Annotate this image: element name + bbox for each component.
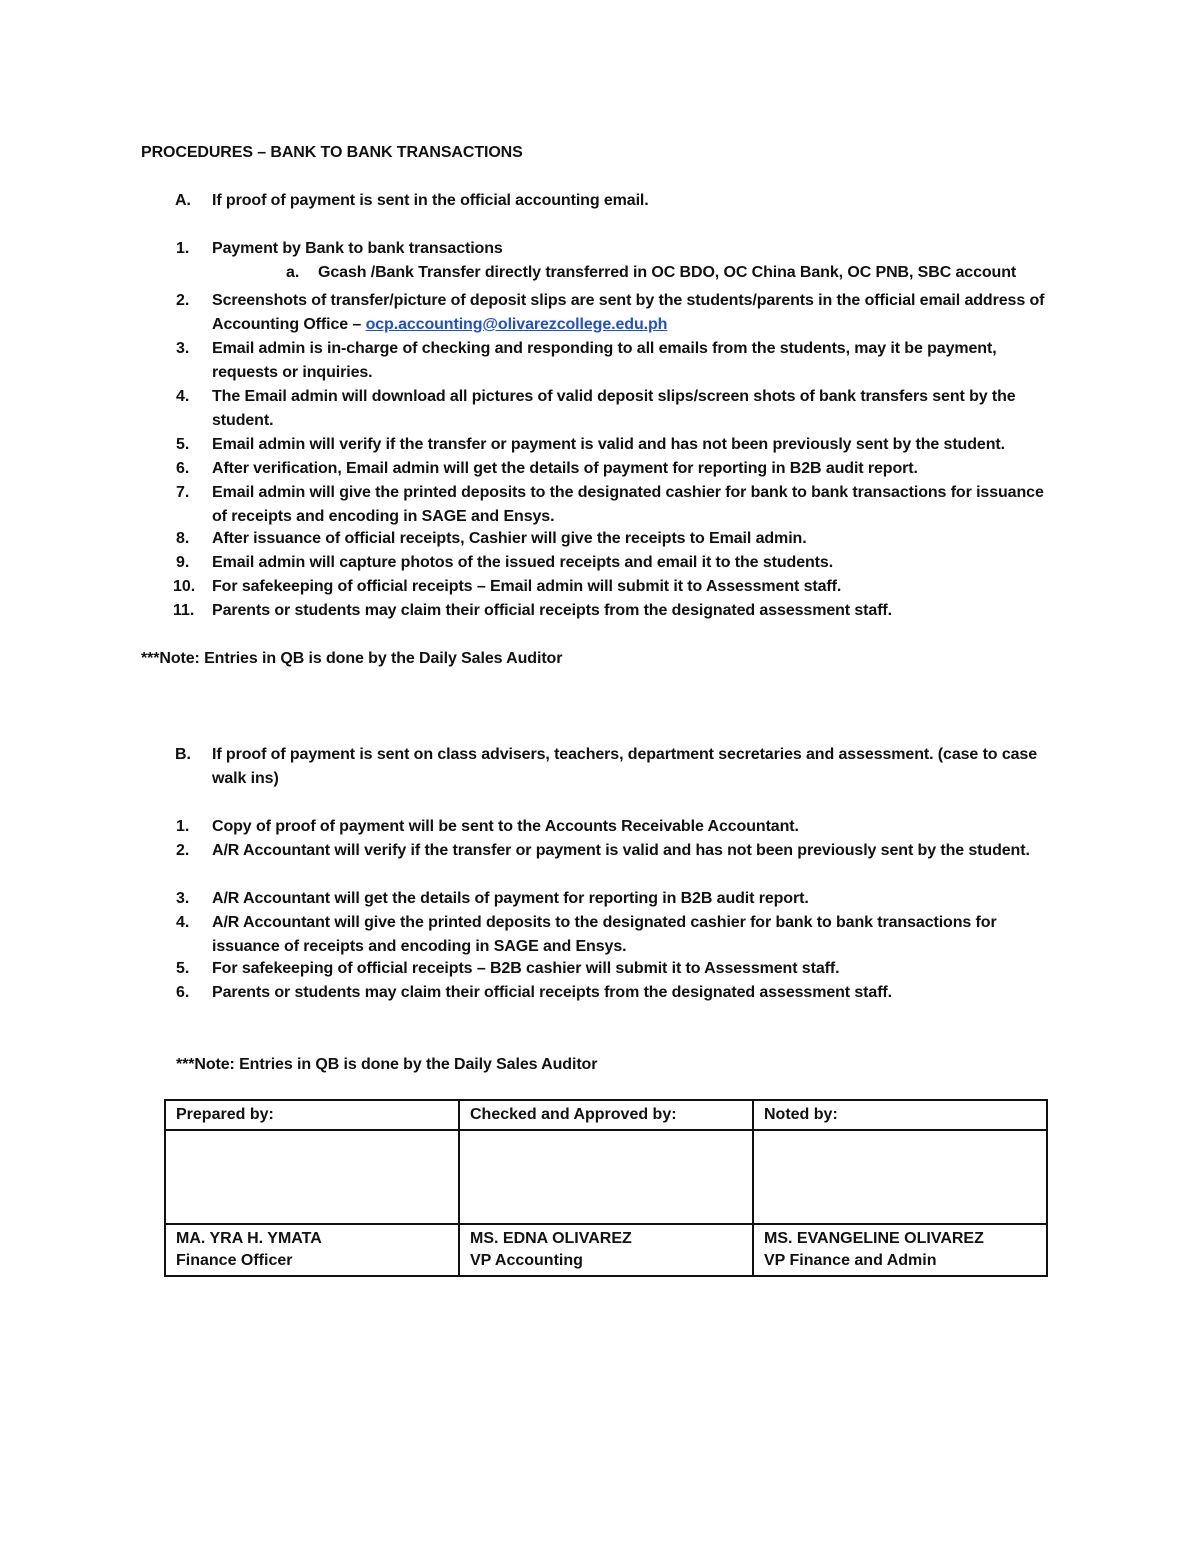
- signatory-noter: [753, 1224, 1047, 1276]
- list-item: A/R Accountant will get the details of payment for reporting in B2B audit report.: [212, 890, 809, 907]
- list-item-number: 1.: [176, 818, 190, 835]
- list-item-number: 4.: [176, 388, 190, 405]
- noted-by-label: Noted by:: [753, 1100, 1047, 1130]
- list-item-number: 11.: [173, 602, 195, 619]
- section-a-heading: If proof of payment is sent in the official accounting email.: [212, 192, 649, 209]
- list-item: Parents or students may claim their official receipts from the designated assessment staff.: [212, 984, 893, 1001]
- list-item-number: 5.: [176, 960, 190, 977]
- list-item-number: 3.: [176, 340, 190, 357]
- checked-approved-by-label: Checked and Approved by:: [459, 1100, 753, 1130]
- signature-header-row: [165, 1100, 1047, 1130]
- list-item: After issuance of official receipts, Cashier will give the receipts to Email admin.: [212, 530, 807, 547]
- list-item: Email admin is in-charge of checking and responding to all emails from the students, may it be payment, requests or inquiries.: [212, 340, 997, 381]
- list-item-text: Screenshots of transfer/picture of deposit slips are sent by the students/parents in the official email address of Accounting Office –: [212, 292, 1045, 333]
- section-b-note: ***Note: Entries in QB is done by the Daily Sales Auditor: [176, 1056, 598, 1073]
- section-b-marker: B.: [175, 746, 191, 763]
- signature-space: [459, 1130, 753, 1224]
- list-item-number: 2.: [176, 292, 190, 309]
- list-item-number: 8.: [176, 530, 190, 547]
- sub-item: Gcash /Bank Transfer directly transferred in OC BDO, OC China Bank, OC PNB, SBC account: [318, 264, 1017, 281]
- list-item: A/R Accountant will verify if the transfer or payment is valid and has not been previously sent by the student.: [212, 842, 1030, 859]
- list-item-number: 6.: [176, 460, 190, 477]
- list-item: A/R Accountant will give the printed deposits to the designated cashier for bank to bank transactions for issuance of receipts and encoding in SAGE and Ensys.: [212, 914, 997, 955]
- signatory-position: VP Accounting: [470, 1252, 583, 1269]
- section-a-marker: A.: [175, 192, 191, 209]
- signature-space: [753, 1130, 1047, 1224]
- list-item: For safekeeping of official receipts – Email admin will submit it to Assessment staff.: [212, 578, 842, 595]
- signature-table: [164, 1099, 1048, 1277]
- list-item-number: 3.: [176, 890, 190, 907]
- signatory-name: MA. YRA H. YMATA: [176, 1230, 322, 1247]
- list-item-number: 9.: [176, 554, 190, 571]
- list-item-number: 2.: [176, 842, 190, 859]
- accounting-email-link[interactable]: ocp.accounting@olivarezcollege.edu.ph: [365, 316, 668, 333]
- signatory-position: Finance Officer: [176, 1252, 293, 1269]
- signatory-name: MS. EVANGELINE OLIVAREZ: [764, 1230, 984, 1247]
- list-item-number: 7.: [176, 484, 190, 501]
- list-item: For safekeeping of official receipts – B2B cashier will submit it to Assessment staff.: [212, 960, 840, 977]
- signatory-position: VP Finance and Admin: [764, 1252, 937, 1269]
- list-item-number: 10.: [173, 578, 196, 595]
- list-item-number: 5.: [176, 436, 190, 453]
- list-item: The Email admin will download all pictures of valid deposit slips/screen shots of bank transfers sent by the student.: [212, 388, 1016, 429]
- list-item: After verification, Email admin will get the details of payment for reporting in B2B audit report.: [212, 460, 918, 477]
- signatory-name: MS. EDNA OLIVAREZ: [470, 1230, 632, 1247]
- list-item: Copy of proof of payment will be sent to the Accounts Receivable Accountant.: [212, 818, 799, 835]
- section-b-heading: If proof of payment is sent on class advisers, teachers, department secretaries and assessment. (case to case walk ins): [212, 746, 1038, 787]
- signature-space: [165, 1130, 459, 1224]
- list-item: Email admin will capture photos of the issued receipts and email it to the students.: [212, 554, 834, 571]
- list-item: Email admin will verify if the transfer or payment is valid and has not been previously sent by the student.: [212, 436, 1005, 453]
- list-item-number: 1.: [176, 240, 190, 257]
- list-item: Parents or students may claim their official receipts from the designated assessment staff.: [212, 602, 893, 619]
- signatory-approver: [459, 1224, 753, 1276]
- list-item: Payment by Bank to bank transactions: [212, 240, 503, 257]
- list-item-number: 6.: [176, 984, 190, 1001]
- list-item-number: 4.: [176, 914, 190, 931]
- list-item: Email admin will give the printed deposits to the designated cashier for bank to bank transactions for issuance of receipts and encoding in SAGE and Ensys.: [212, 484, 1044, 525]
- list-item: [212, 289, 1062, 337]
- signature-space-row: [165, 1130, 1047, 1224]
- sub-item-marker: a.: [286, 264, 300, 281]
- page-title: PROCEDURES – BANK TO BANK TRANSACTIONS: [141, 144, 523, 161]
- signatory-row: [165, 1224, 1047, 1276]
- prepared-by-label: Prepared by:: [165, 1100, 459, 1130]
- section-a-note: ***Note: Entries in QB is done by the Daily Sales Auditor: [141, 650, 563, 667]
- signatory-preparer: [165, 1224, 459, 1276]
